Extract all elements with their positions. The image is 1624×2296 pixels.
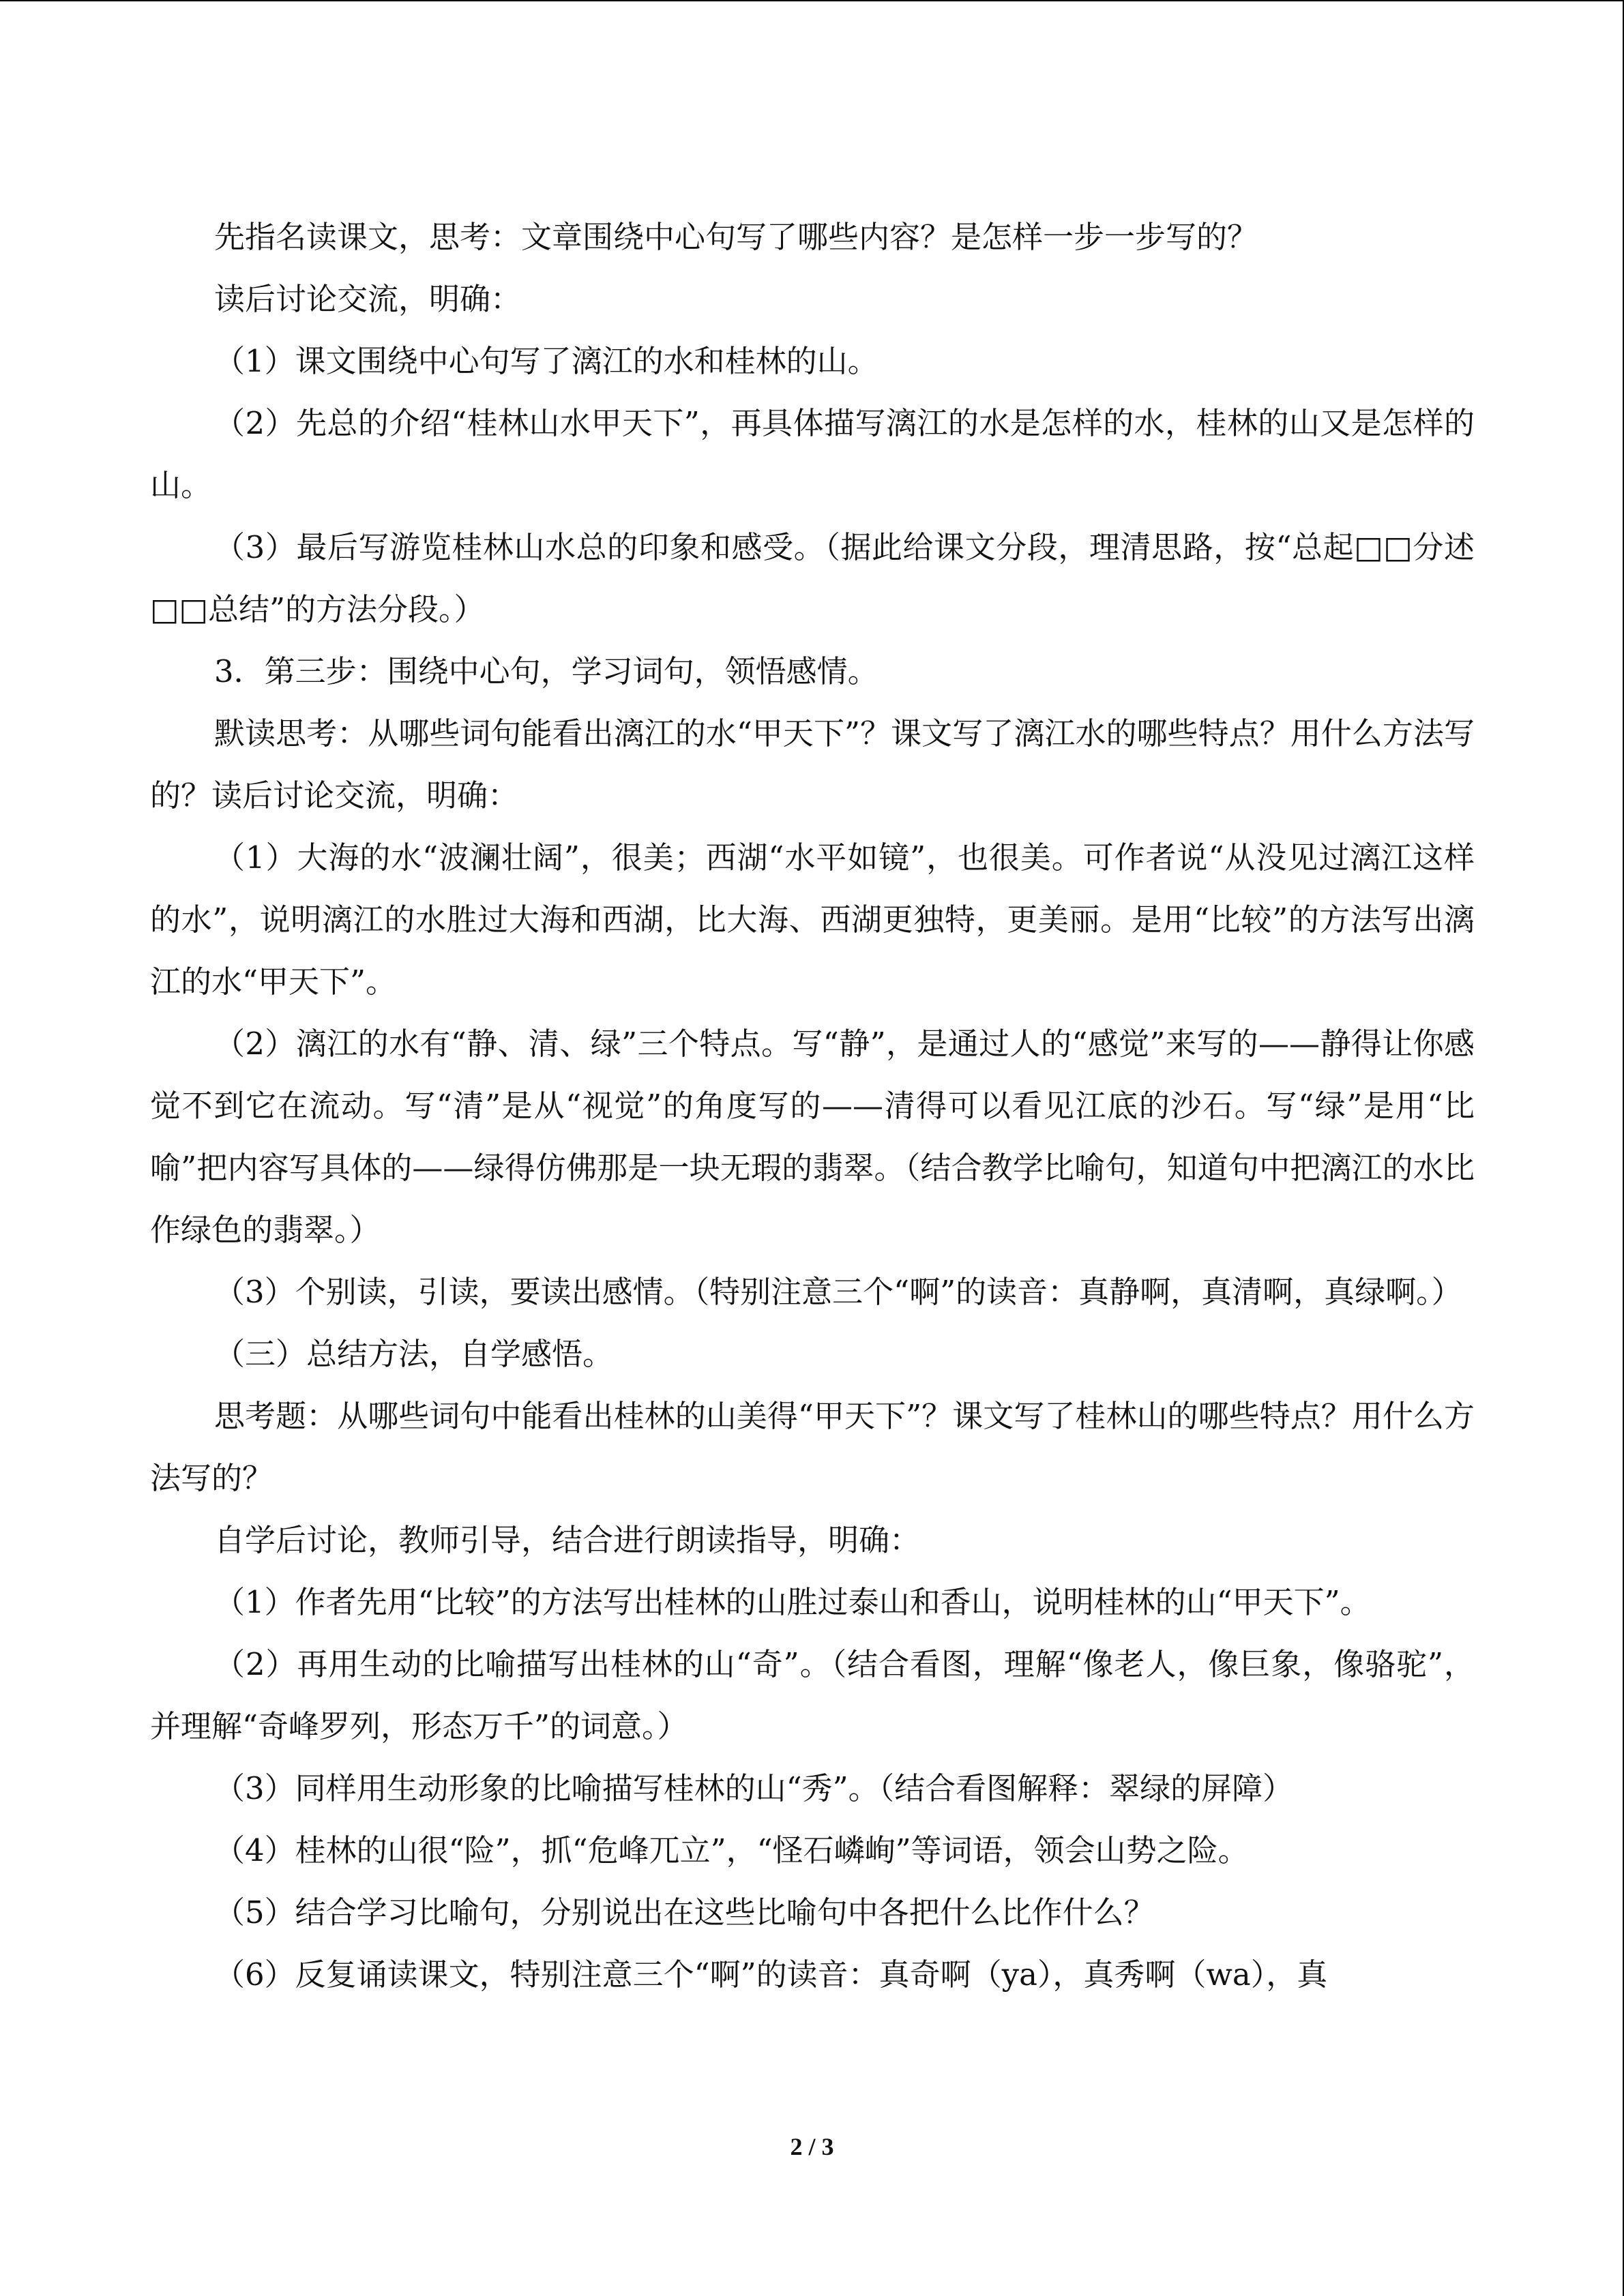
paragraph: 自学后讨论，教师引导，结合进行朗读指导，明确：: [214, 1522, 921, 1558]
paragraph: （4）桂林的山很“险”，抓“危峰兀立”，“怪石嶙峋”等词语，领会山势之险。: [214, 1832, 1249, 1868]
paragraph: （3）个别读，引读，要读出感情。（特别注意三个“啊”的读音：真静啊，真清啊，真绿啊。）: [214, 1274, 1462, 1310]
paragraph: （2）再用生动的比喻描写出桂林的山“奇”。（结合看图，理解“像老人，像巨象，像骆驼”，并理解“奇峰罗列，形态万千”的词意。）: [150, 1646, 1475, 1744]
paragraph: （1）大海的水“波澜壮阔”，很美；西湖“水平如镜”，也很美。可作者说“从没见过漓江这样的水”，说明漓江的水胜过大海和西湖，比大海、西湖更独特，更美丽。是用“比较”的方法写出漓江的水“甲天下”。: [150, 839, 1475, 1000]
paragraph: （3）最后写游览桂林山水总的印象和感受。（据此给课文分段，理清思路，按“总起□□分述□□总结”的方法分段。）: [150, 529, 1475, 627]
paragraph: （3）同样用生动形象的比喻描写桂林的山“秀”。（结合看图解释：翠绿的屏障）: [214, 1770, 1294, 1806]
paragraph: （2）漓江的水有“静、清、绿”三个特点。写“静”，是通过人的“感觉”来写的——静得让你感觉不到它在流动。写“清”是从“视觉”的角度写的——清得可以看见江底的沙石。写“绿”是用“比喻”把内容写具体的——绿得仿佛那是一块无瑕的翡翠。（结合教学比喻句，知道句中把漓江的水比作绿色的翡翠。）: [150, 1026, 1475, 1248]
page-number: 2 / 3: [790, 2133, 834, 2160]
paragraph: 思考题：从哪些词句中能看出桂林的山美得“甲天下”？课文写了桂林山的哪些特点？用什么方法写的？: [150, 1398, 1475, 1496]
paragraph: 默读思考：从哪些词句能看出漓江的水“甲天下”？课文写了漓江水的哪些特点？用什么方法写的？读后讨论交流，明确：: [150, 715, 1475, 814]
paragraph: （6）反复诵读课文，特别注意三个“啊”的读音：真奇啊（ya），真秀啊（wa），真: [214, 1956, 1328, 1993]
body-text: [150, 206, 1475, 2006]
paragraph: （2）先总的介绍“桂林山水甲天下”，再具体描写漓江的水是怎样的水，桂林的山又是怎样的山。: [150, 405, 1475, 503]
paragraph: 先指名读课文，思考：文章围绕中心句写了哪些内容？是怎样一步一步写的？: [214, 219, 1258, 255]
paragraph: 3．第三步：围绕中心句，学习词句，领悟感情。: [214, 653, 879, 689]
paragraph: 读后讨论交流，明确：: [214, 281, 522, 317]
paragraph: （5）结合学习比喻句，分别说出在这些比喻句中各把什么比作什么？: [214, 1894, 1155, 1930]
paragraph: （三）总结方法，自学感悟。: [214, 1336, 614, 1372]
paragraph: （1）作者先用“比较”的方法写出桂林的山胜过泰山和香山，说明桂林的山“甲天下”。: [214, 1584, 1371, 1620]
paragraph: （1）课文围绕中心句写了漓江的水和桂林的山。: [214, 343, 879, 379]
